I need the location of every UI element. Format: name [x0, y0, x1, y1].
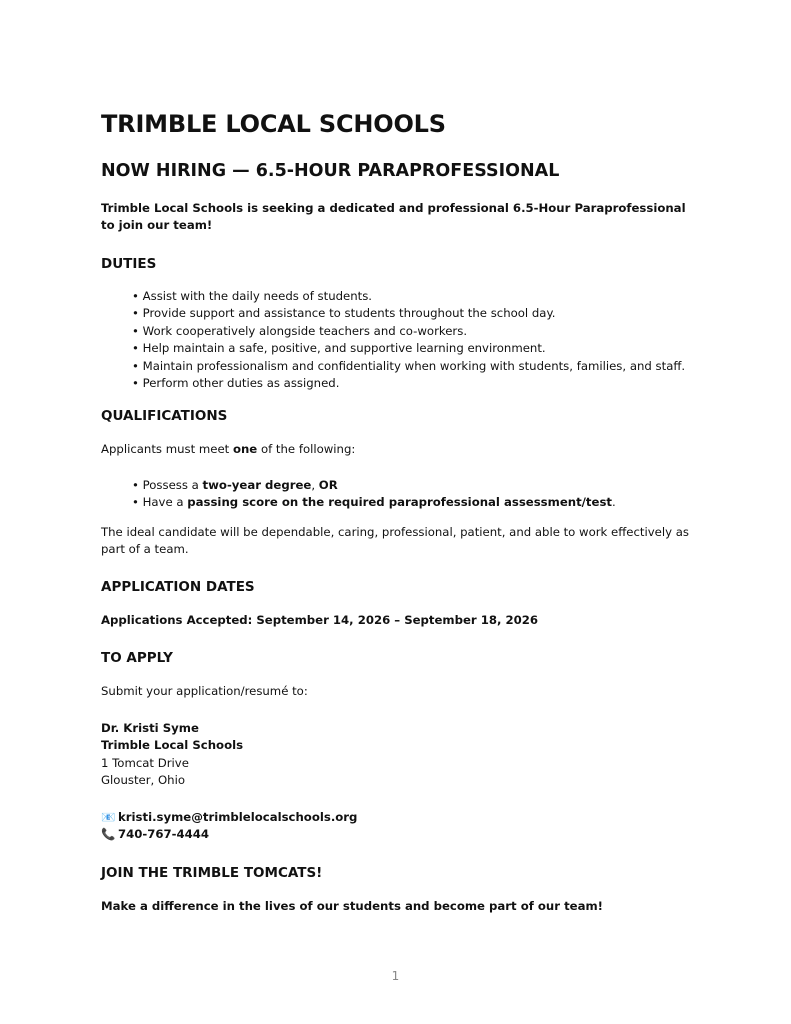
qualifications-list [132, 477, 616, 512]
list-item: • Help maintain a safe, positive, and supportive learning environment. [132, 341, 546, 356]
list-item: • Maintain professionalism and confidentiality when working with students, families, and staff. [132, 358, 686, 373]
qualifications-heading: QUALIFICATIONS [101, 408, 228, 424]
list-item: • Possess a two-year degree, OR [132, 478, 338, 492]
intro-text: Trimble Local Schools is seeking a dedicated and professional 6.5-Hour Paraprofessional to join our team! [101, 201, 686, 233]
closing-heading: JOIN THE TRIMBLE TOMCATS! [101, 865, 323, 881]
org-title: TRIMBLE LOCAL SCHOOLS [101, 110, 446, 138]
apply-lead: Submit your application/resumé to: [101, 684, 308, 698]
list-item: • Perform other duties as assigned. [132, 376, 340, 391]
duties-list [132, 288, 685, 392]
phone-number[interactable]: 740-767-4444 [118, 827, 210, 842]
phone-icon: 📞 [101, 827, 116, 842]
list-item: • Assist with the daily needs of students. [132, 289, 373, 303]
contact-street: 1 Tomcat Drive [101, 755, 189, 770]
contact-address [101, 720, 243, 790]
page-number: 1 [391, 969, 400, 983]
list-item: • Provide support and assistance to students throughout the school day. [132, 306, 556, 321]
contact-org: Trimble Local Schools [101, 738, 244, 753]
email-icon: 📧 [101, 810, 116, 824]
closing-text: Make a difference in the lives of our students and become part of our team! [101, 899, 603, 913]
dates-heading: APPLICATION DATES [101, 579, 255, 595]
list-item: • Have a passing score on the required paraprofessional assessment/test. [132, 495, 616, 510]
contact-methods [101, 809, 357, 844]
phone-line[interactable] [101, 826, 357, 843]
ideal-candidate-text: The ideal candidate will be dependable, caring, professional, patient, and able to work effectively as part of a team. [101, 525, 689, 557]
email-link[interactable]: kristi.syme@trimblelocalschools.org [118, 810, 358, 824]
list-item: • Work cooperatively alongside teachers and co-workers. [132, 323, 468, 338]
email-line[interactable] [101, 809, 357, 826]
job-title: NOW HIRING — 6.5-HOUR PARAPROFESSIONAL [101, 161, 560, 181]
contact-name: Dr. Kristi Syme [101, 721, 199, 735]
apply-heading: TO APPLY [101, 650, 173, 666]
duties-heading: DUTIES [101, 256, 157, 272]
qualifications-lead: Applicants must meet one of the following: [101, 442, 356, 456]
contact-city: Glouster, Ohio [101, 773, 185, 788]
dates-text: Applications Accepted: September 14, 2026 – September 18, 2026 [101, 613, 539, 627]
